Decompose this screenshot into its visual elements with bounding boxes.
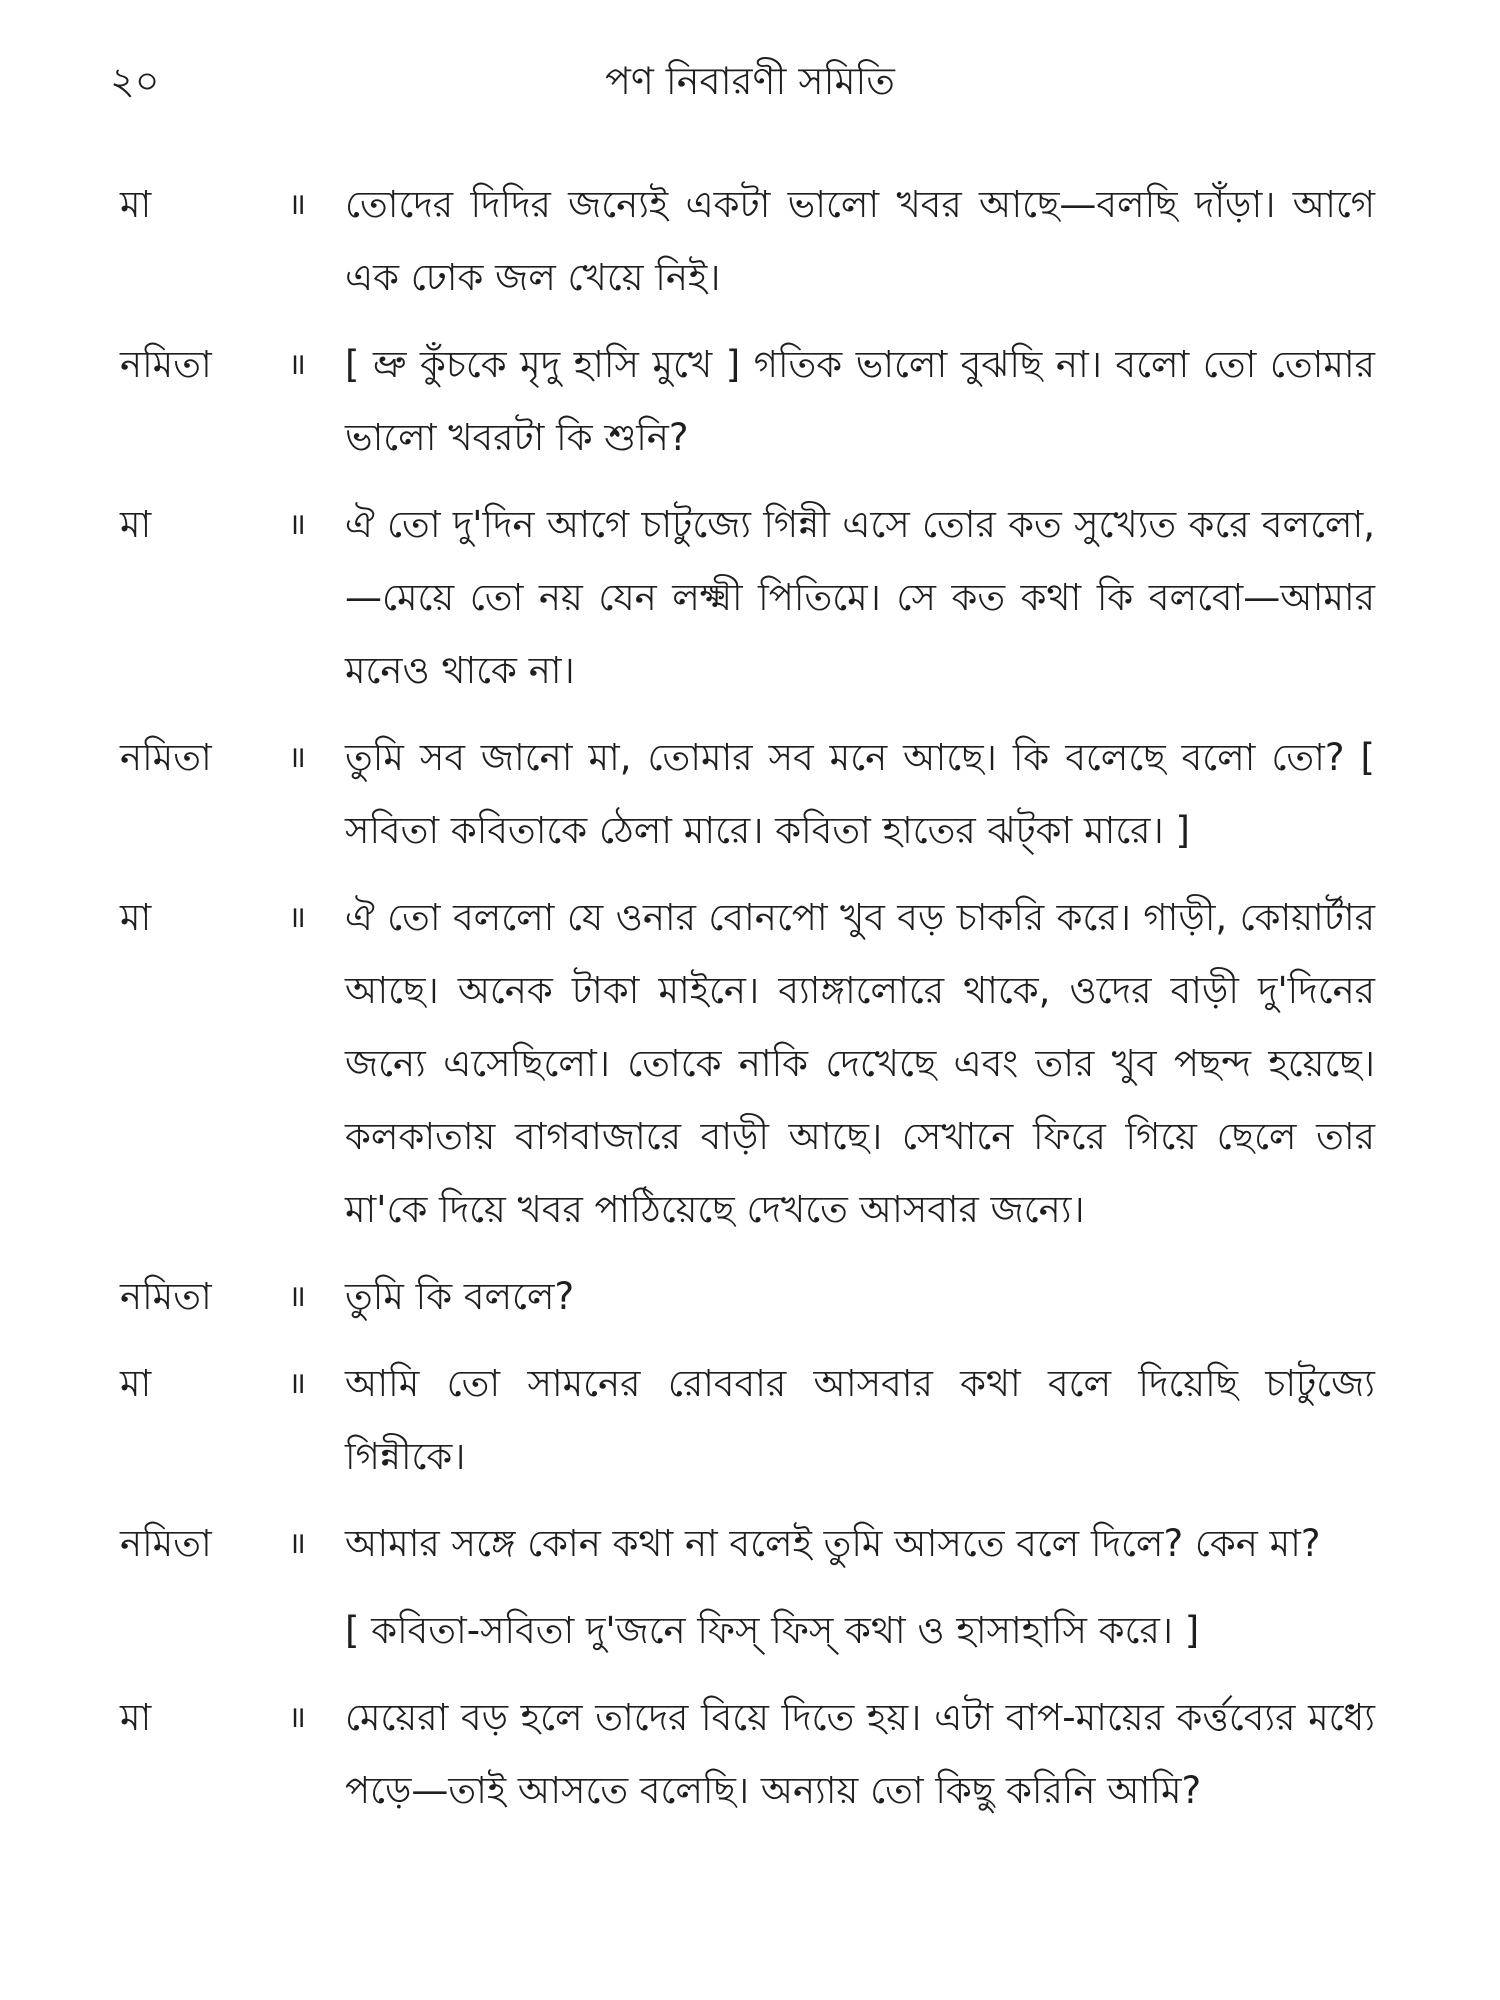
speaker-separator: ॥ (288, 507, 306, 542)
dialogue-text: [ ভ্রু কুঁচকে মৃদু হাসি মুখে ] গতিক ভালো বুঝছি না। বলো তো তোমার ভালো খবরটা কি শুনি? (345, 343, 1375, 459)
speaker-name: মা (120, 1362, 152, 1405)
dialogue-entry (0, 168, 1500, 314)
dialogue-entry (0, 881, 1500, 1246)
dialogue-text: তুমি কি বললে? (345, 1275, 575, 1318)
speaker-name: নমিতা (120, 343, 212, 386)
speaker-separator: ॥ (288, 1526, 306, 1561)
dialogue-text: আমার সঙ্গে কোন কথা না বলেই তুমি আসতে বলে দিলে? কেন মা? (345, 1522, 1321, 1565)
stage-direction-entry (0, 1594, 1500, 1667)
stage-direction: [ কবিতা-সবিতা দু'জনে ফিস্ ফিস্ কথা ও হাসাহাসি করে। ] (345, 1609, 1200, 1652)
dialogue-text: তুমি সব জানো মা, তোমার সব মনে আছে। কি বলেছে বলো তো? [ সবিতা কবিতাকে ঠেলা মারে। কবিতা হাতের ঝট্‌কা মারে। ] (345, 736, 1375, 852)
dialogue-body (0, 168, 1500, 1841)
speaker-separator: ॥ (288, 1366, 306, 1401)
speaker-name: মা (120, 183, 152, 226)
speaker-separator: ॥ (288, 1279, 306, 1314)
page-header (0, 52, 1500, 112)
running-title: পণ নিবারণী সমিতি (605, 59, 895, 103)
dialogue-text: আমি তো সামনের রোববার আসবার কথা বলে দিয়েছি চাটুজ্যে গিন্নীকে। (345, 1362, 1375, 1478)
dialogue-entry (0, 1347, 1500, 1493)
dialogue-text: মেয়েরা বড় হলে তাদের বিয়ে দিতে হয়। এটা বাপ-মায়ের কর্ত্তব্যের মধ্যে পড়ে—তাই আসতে বলেছি। অন্যায় তো কিছু করিনি আমি? (345, 1696, 1375, 1812)
speaker-name: মা (120, 896, 152, 939)
speaker-name: নমিতা (120, 1522, 212, 1565)
dialogue-text: ঐ তো দু'দিন আগে চাটুজ্যে গিন্নী এসে তোর কত সুখ্যেত করে বললো,—মেয়ে তো নয় যেন লক্ষ্মী পিতিমে। সে কত কথা কি বলবো—আমার মনেও থাকে না। (345, 503, 1375, 692)
speaker-name: মা (120, 503, 152, 546)
dialogue-text: ঐ তো বললো যে ওনার বোনপো খুব বড় চাকরি করে। গাড়ী, কোয়ার্টার আছে। অনেক টাকা মাইনে। ব্যাঙ্গালোরে থাকে, ওদের বাড়ী দু'দিনের জন্যে এসেছিলো। তোকে নাকি দেখেছে এবং তার খুব পছন্দ হয়েছে। কলকাতায় বাগবাজারে বাড়ী আছে। সেখানে ফিরে গিয়ে ছেলে তার মা'কে দিয়ে খবর পাঠিয়েছে দেখতে আসবার জন্যে। (345, 896, 1375, 1231)
dialogue-entry (0, 1681, 1500, 1827)
dialogue-entry (0, 721, 1500, 867)
page-number: ২০ (110, 59, 160, 103)
dialogue-text: তোদের দিদির জন্যেই একটা ভালো খবর আছে—বলছি দাঁড়া। আগে এক ঢোক জল খেয়ে নিই। (345, 183, 1375, 299)
speaker-separator: ॥ (288, 187, 306, 222)
speaker-separator: ॥ (288, 740, 306, 775)
speaker-separator: ॥ (288, 900, 306, 935)
speaker-separator: ॥ (288, 347, 306, 382)
dialogue-entry (0, 488, 1500, 707)
speaker-separator: ॥ (288, 1700, 306, 1735)
speaker-name: নমিতা (120, 736, 212, 779)
dialogue-entry (0, 1507, 1500, 1580)
speaker-name: মা (120, 1696, 152, 1739)
dialogue-entry (0, 1260, 1500, 1333)
dialogue-entry (0, 328, 1500, 474)
speaker-name: নমিতা (120, 1275, 212, 1318)
